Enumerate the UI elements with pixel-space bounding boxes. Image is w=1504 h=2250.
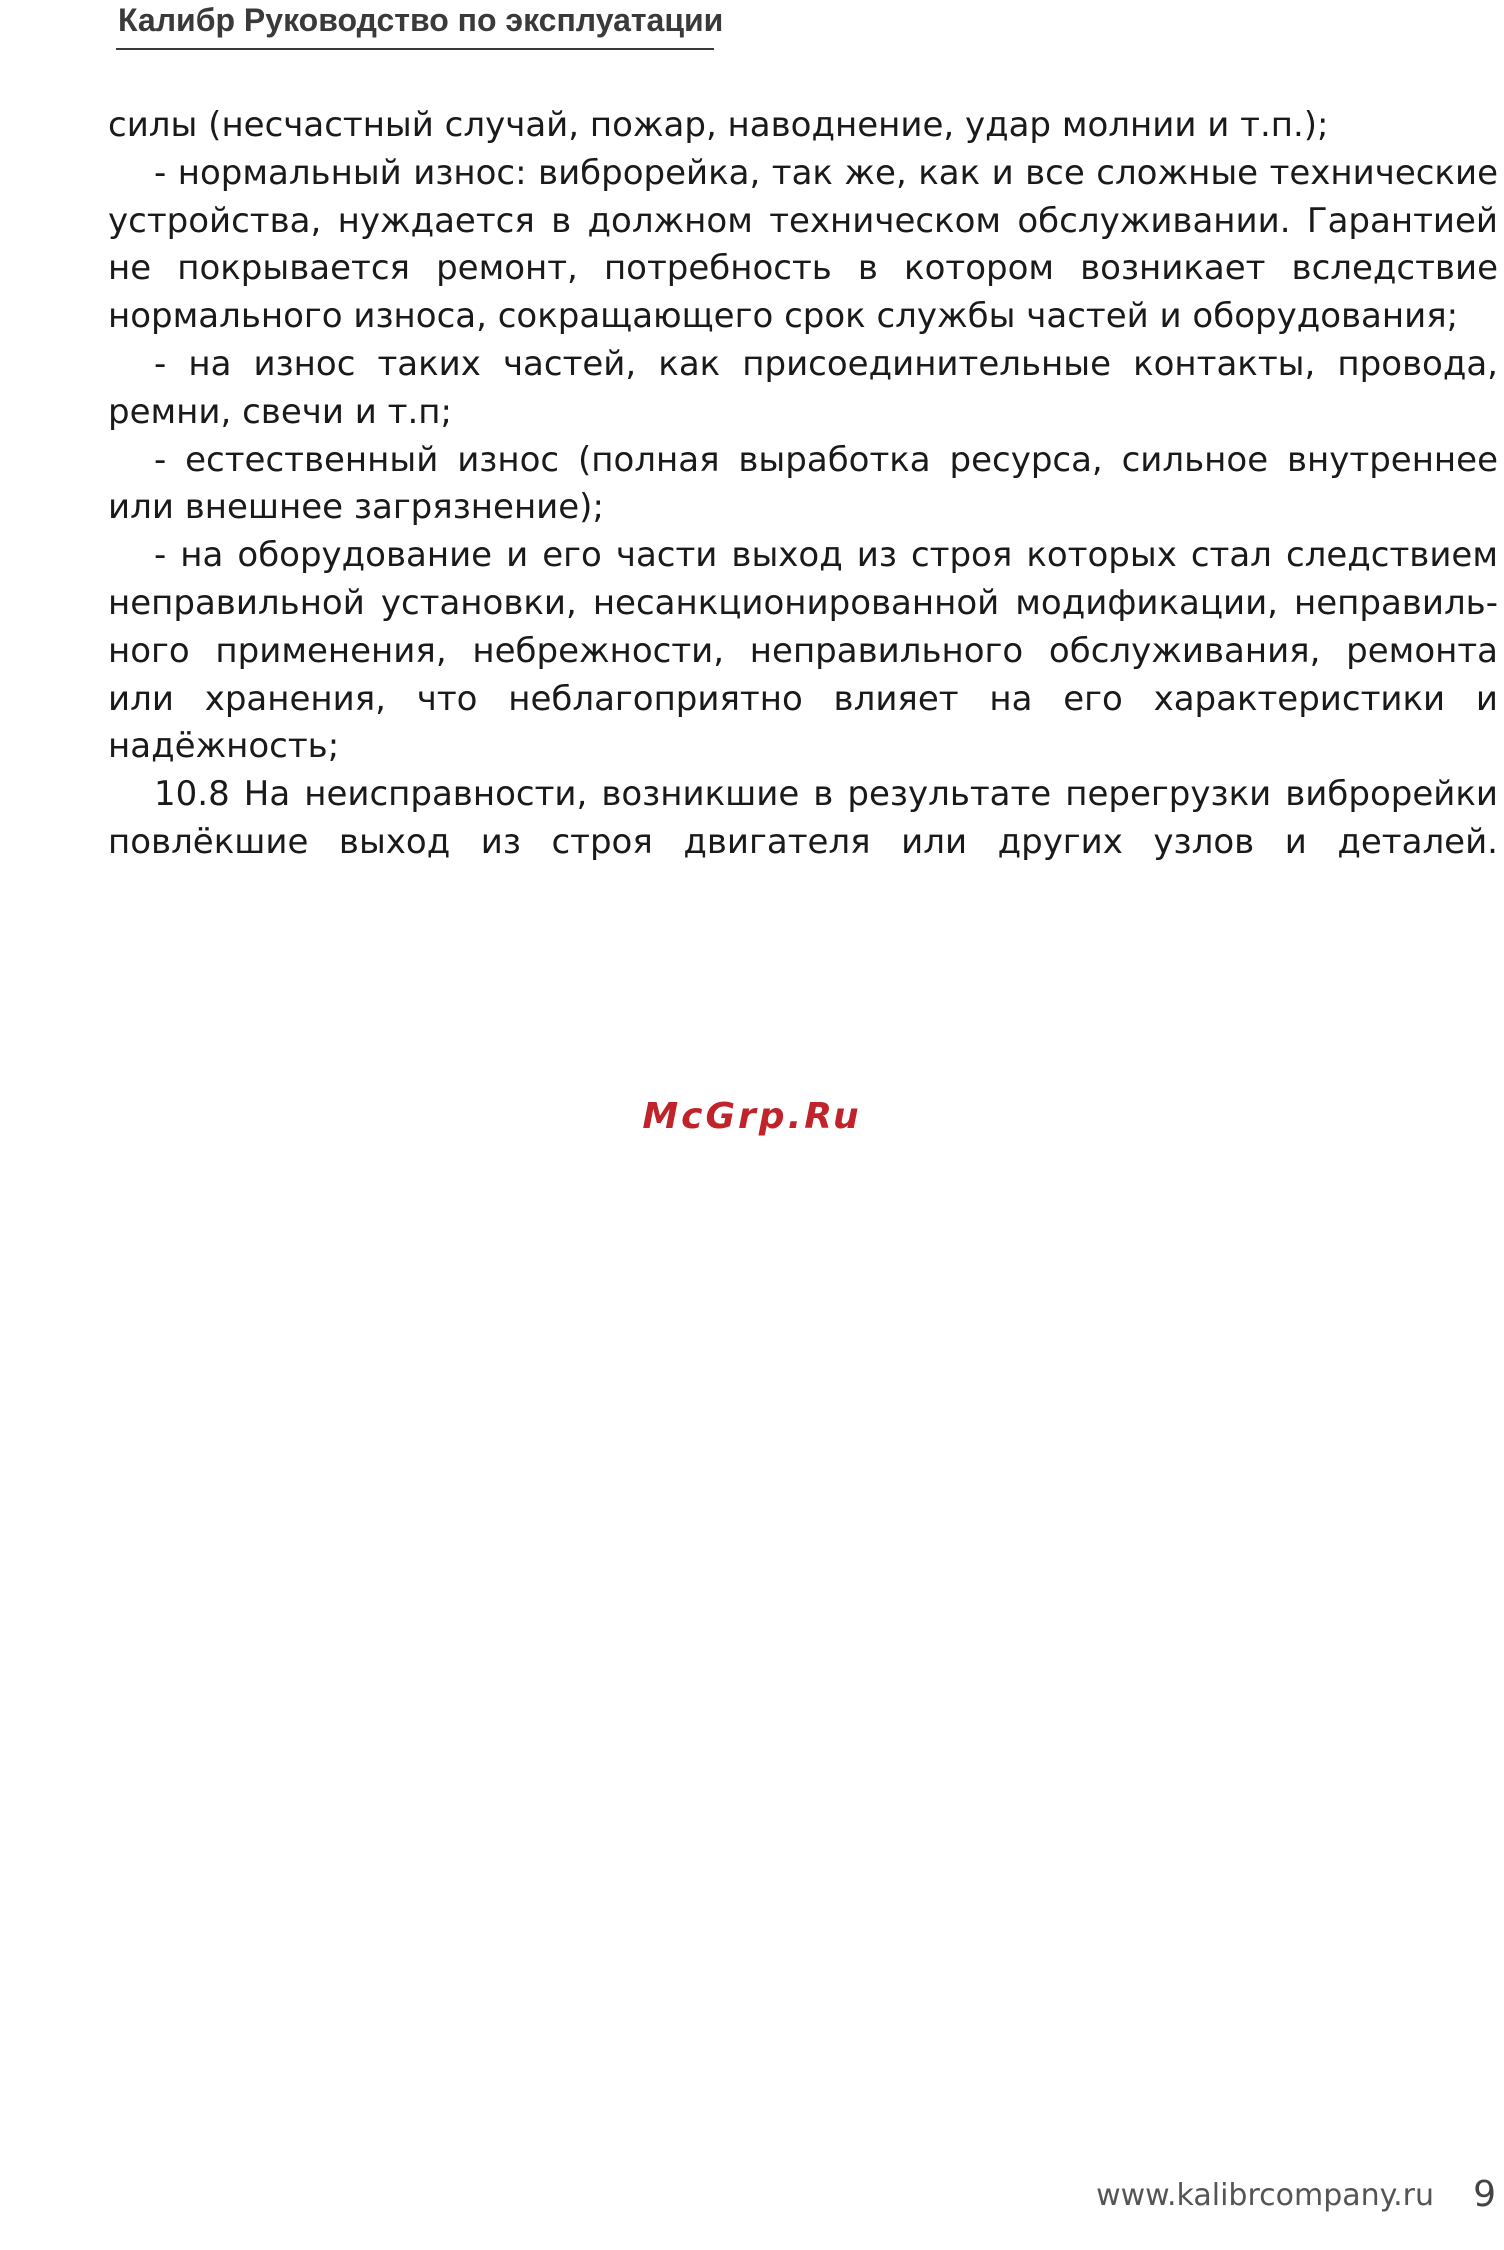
page-footer (0, 2174, 1504, 2228)
paragraph-5: - на оборудование и его части выход из строя которых стал следствием неправильной установки, несанкционированной модификации, неправильного применения, небрежности, неправильного обслуживания, ремонта или хранения, что неблагоприятно влияет на его характеристики и надёжность; (108, 535, 1498, 767)
watermark-text: McGrp.Ru (642, 1096, 862, 1137)
page-number: 9 (1473, 2174, 1496, 2215)
document-body (108, 102, 1498, 867)
header-divider (116, 48, 714, 50)
paragraph-4: - естественный износ (полная выработка ресурса, сильное внутреннее или внешнее загрязнение); (108, 439, 1498, 528)
paragraph-2: - нормальный износ: виброрейка, так же, как и все сложные технические устройства, нуждается в должном техническом обслуживании. Гарантией не покрывается ремонт, потребность в котором возникает вследствие нормального износа, сокращающего срок службы частей и оборудования; (108, 152, 1498, 337)
paragraph-6: 10.8 На неисправности, возникшие в результате перегрузки виброрейки повлёкшие выход из строя двигателя или других узлов и деталей. (108, 774, 1498, 862)
paragraph-3: - на износ таких частей, как присоединительные контакты, провода, ремни, свечи и т.п; (108, 343, 1498, 432)
page-header-title: Калибр Руководство по эксплуатации (118, 2, 724, 38)
footer-website-link[interactable]: www.kalibrcompany.ru (1096, 2178, 1434, 2213)
paragraph-1: силы (несчастный случай, пожар, наводнение, удар молнии и т.п.); (108, 105, 1329, 145)
